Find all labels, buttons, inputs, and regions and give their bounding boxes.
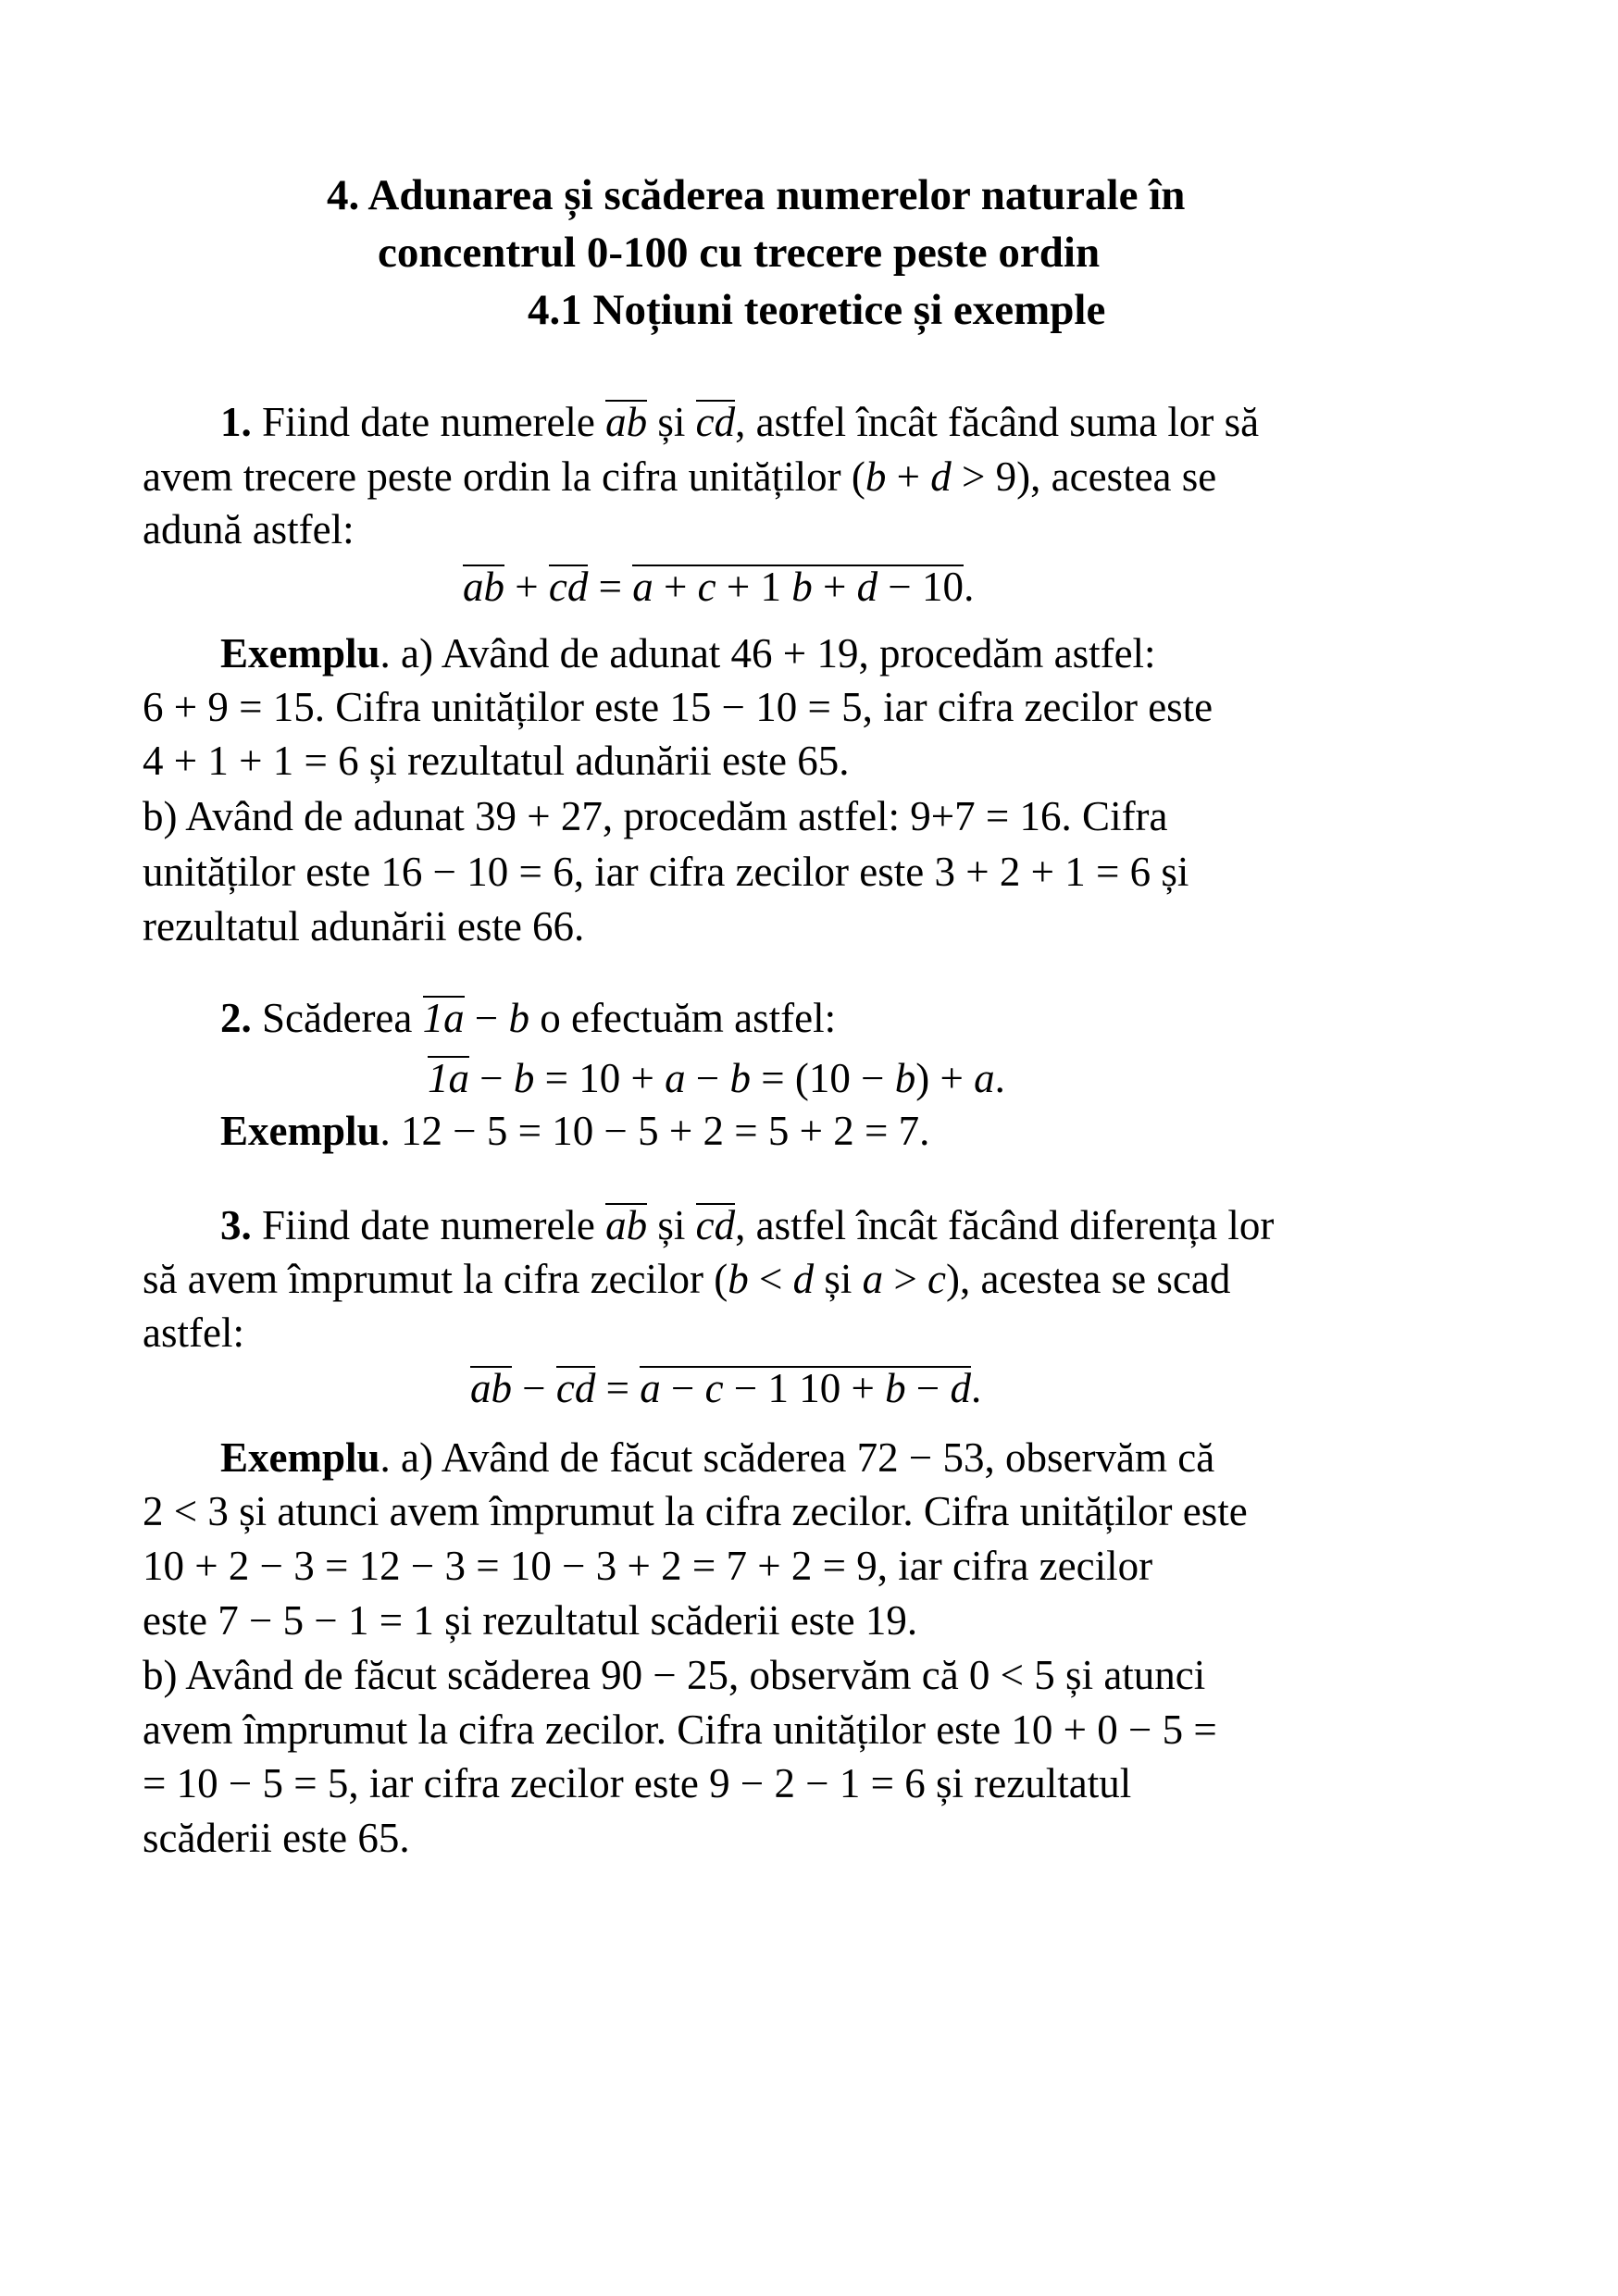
text-run: = (10 −: [751, 1055, 895, 1101]
overlined-number: ab: [605, 399, 648, 445]
text-run: b) Având de făcut scăderea 90 − 25, observăm că 0 < 5 și atunci: [143, 1652, 1206, 1698]
math-variable: b: [508, 995, 530, 1041]
text-run: >: [883, 1256, 928, 1302]
text-line: [220, 1430, 1214, 1485]
overlined-number: ab: [605, 1202, 648, 1248]
chapter-title-line-2: concentrul 0-100 cu trecere peste ordin: [378, 229, 1101, 277]
overlined-number: ab: [470, 1365, 512, 1411]
text-run: . a) Având de făcut scăderea 72 − 53, observăm că: [380, 1434, 1215, 1481]
text-line: [143, 679, 1213, 735]
overlined-number: ab: [463, 564, 504, 610]
text-run: adună astfel:: [143, 506, 355, 552]
text-run: <: [748, 1256, 793, 1302]
math-variable: c: [927, 1256, 947, 1302]
text-run: și: [647, 1202, 696, 1248]
math-variable: a: [632, 564, 653, 610]
text-run: +: [504, 564, 549, 610]
text-run: Fiind date numerele: [251, 399, 606, 445]
text-run: −: [660, 1365, 705, 1411]
chapter-title-line-1: 4. Adunarea și scăderea numerelor naturale în: [327, 171, 1186, 219]
text-run: ), acestea se scad: [946, 1256, 1231, 1302]
math-variable: b: [791, 564, 813, 610]
text-run: avem trecere peste ordin la cifra unităților (: [143, 453, 865, 500]
bold-label: Exemplu: [220, 1108, 380, 1154]
text-line: [143, 1810, 410, 1866]
text-line: [428, 1050, 1005, 1106]
text-line: [143, 1756, 1131, 1811]
overlined-expression: [640, 1366, 971, 1409]
text-run: să avem împrumut la cifra zecilor (: [143, 1256, 728, 1302]
overlined-number: cd: [548, 564, 589, 610]
text-run: 2 < 3 și atunci avem împrumut la cifra zecilor. Cifra unităților este: [143, 1488, 1248, 1534]
text-run: −: [905, 1365, 951, 1411]
text-line: [220, 394, 1259, 450]
overlined-expression: [632, 564, 965, 610]
text-run: = 10 − 5 = 5, iar cifra zecilor este 9 − 2 − 1 = 6 și rezultatul: [143, 1760, 1132, 1806]
text-run: > 9), acestea se: [951, 453, 1217, 500]
text-run: − 1 10 +: [723, 1365, 886, 1411]
text-line: [143, 844, 1189, 900]
text-run: − 10: [877, 564, 965, 610]
text-line: [220, 990, 836, 1046]
text-line: [143, 1538, 1152, 1594]
text-run: = 10 +: [534, 1055, 666, 1101]
text-run: −: [685, 1055, 730, 1101]
bold-label: Exemplu: [220, 630, 380, 676]
text-run: .: [971, 1365, 982, 1411]
math-variable: d: [792, 1256, 815, 1302]
text-run: . 12 − 5 = 10 − 5 + 2 = 5 + 2 = 7.: [380, 1108, 930, 1154]
text-run: 10 + 2 − 3 = 12 − 3 = 10 − 3 + 2 = 7 + 2 = 9, iar cifra zecilor: [143, 1543, 1153, 1589]
math-variable: b: [894, 1055, 916, 1101]
text-run: ) +: [915, 1055, 975, 1101]
text-run: unităților este 16 − 10 = 6, iar cifra zecilor este 3 + 2 + 1 = 6 și: [143, 849, 1189, 895]
math-variable: b: [865, 453, 887, 500]
text-run: −: [469, 1055, 514, 1101]
text-line: [220, 1103, 929, 1159]
text-run: + 1: [716, 564, 792, 610]
overlined-number: 1a: [422, 995, 465, 1041]
text-run: +: [653, 564, 698, 610]
text-line: [143, 899, 584, 954]
math-variable: d: [930, 453, 952, 500]
text-line: [470, 1360, 981, 1416]
text-run: rezultatul adunării este 66.: [143, 903, 585, 949]
text-run: −: [512, 1365, 556, 1411]
text-line: [143, 1593, 917, 1648]
bold-label: 2.: [220, 995, 252, 1041]
text-run: =: [595, 1365, 641, 1411]
text-run: o efectuăm astfel:: [529, 995, 837, 1041]
text-run: avem împrumut la cifra zecilor. Cifra unităților este 10 + 0 − 5 =: [143, 1706, 1217, 1753]
math-variable: b: [729, 1055, 752, 1101]
bold-label: 3.: [220, 1202, 252, 1248]
text-run: este 7 − 5 − 1 = 1 și rezultatul scăderii este 19.: [143, 1597, 918, 1644]
text-run: astfel:: [143, 1309, 244, 1356]
text-line: [143, 449, 1216, 504]
math-variable: a: [665, 1055, 686, 1101]
text-run: și: [814, 1256, 863, 1302]
text-run: +: [812, 564, 857, 610]
text-run: .: [964, 564, 975, 610]
overlined-number: 1a: [428, 1055, 469, 1101]
math-variable: b: [728, 1256, 749, 1302]
overlined-number: cd: [695, 1202, 736, 1248]
text-line: [143, 1647, 1205, 1703]
text-run: =: [588, 564, 633, 610]
text-line: [143, 733, 849, 788]
text-run: Fiind date numerele: [251, 1202, 606, 1248]
text-run: +: [886, 453, 931, 500]
text-line: [143, 502, 355, 557]
text-line: [143, 1251, 1230, 1307]
math-variable: c: [704, 1365, 724, 1411]
text-line: [143, 1483, 1248, 1539]
overlined-number: cd: [695, 399, 736, 445]
text-run: −: [464, 995, 509, 1041]
text-run: .: [994, 1055, 1005, 1101]
text-run: 6 + 9 = 15. Cifra unităților este 15 − 10 = 5, iar cifra zecilor este: [143, 684, 1214, 730]
text-run: Scăderea: [251, 995, 423, 1041]
section-title: 4.1 Noțiuni teoretice și exemple: [528, 286, 1106, 334]
math-variable: c: [697, 564, 716, 610]
text-run: , astfel încât făcând diferența lor: [735, 1202, 1275, 1248]
text-run: scăderii este 65.: [143, 1815, 410, 1861]
math-variable: a: [862, 1256, 884, 1302]
overlined-number: cd: [555, 1365, 596, 1411]
math-variable: b: [513, 1055, 535, 1101]
math-variable: a: [974, 1055, 995, 1101]
text-run: , astfel încât făcând suma lor să: [735, 399, 1260, 445]
text-line: [143, 1305, 244, 1360]
text-line: [463, 559, 974, 614]
text-line: [143, 788, 1168, 844]
text-run: și: [647, 399, 696, 445]
text-run: . a) Având de adunat 46 + 19, procedăm astfel:: [380, 630, 1156, 676]
text-line: [220, 626, 1156, 681]
text-run: 4 + 1 + 1 = 6 și rezultatul adunării este 65.: [143, 738, 850, 784]
math-variable: b: [885, 1365, 906, 1411]
bold-label: 1.: [220, 399, 252, 445]
text-run: b) Având de adunat 39 + 27, procedăm astfel: 9+7 = 16. Cifra: [143, 793, 1168, 839]
math-variable: d: [950, 1365, 972, 1411]
text-line: [143, 1702, 1217, 1757]
math-variable: a: [640, 1365, 661, 1411]
text-line: [220, 1198, 1274, 1253]
bold-label: Exemplu: [220, 1434, 380, 1481]
math-variable: d: [856, 564, 878, 610]
